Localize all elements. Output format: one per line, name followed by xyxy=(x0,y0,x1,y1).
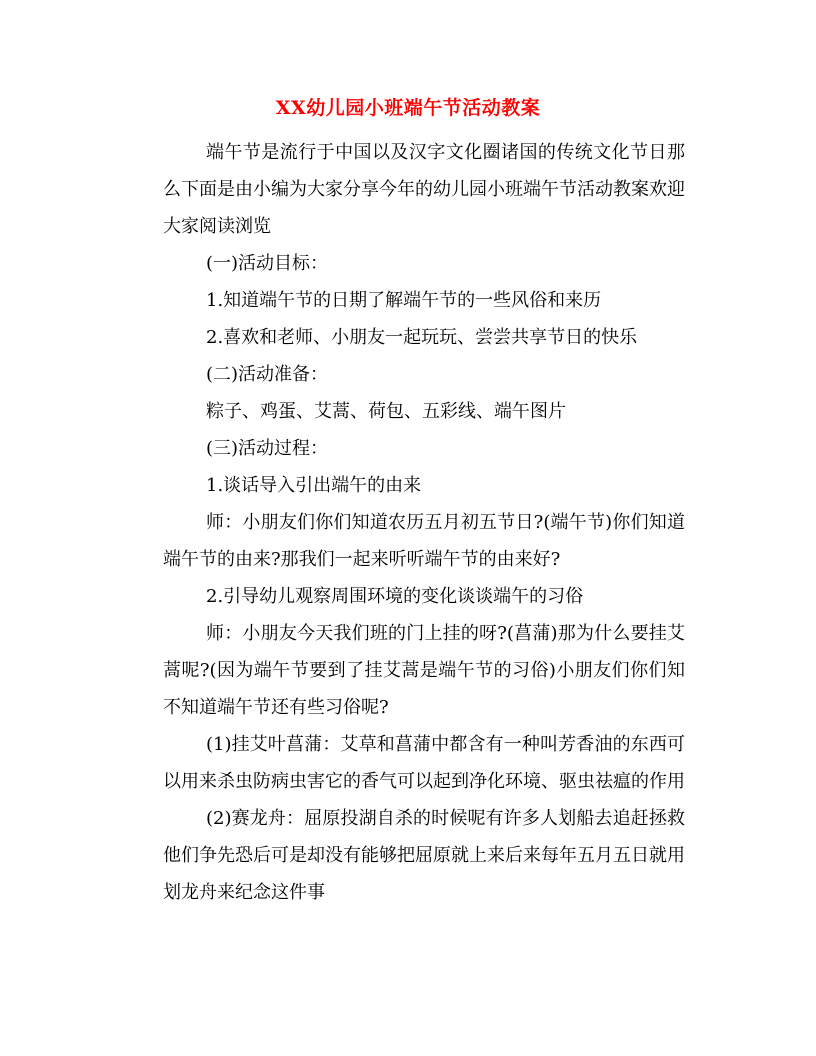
section-heading-process: (三)活动过程： xyxy=(206,438,329,459)
custom-item-2: (2)赛龙舟：屈原投湖自杀的时候呢有许多人划船去追赶拯救他们争先恐后可是却没有能够把屈原就上来后来每年五月五日就用划龙舟来纪念这件事 xyxy=(163,808,685,903)
section-heading-goals: (一)活动目标： xyxy=(206,253,329,274)
custom-item-1: (1)挂艾叶菖蒲：艾草和菖蒲中都含有一种叫芳香油的东西可以用来杀虫防病虫害它的香气可以起到净化环境、驱虫祛瘟的作用 xyxy=(163,734,685,792)
goal-item-1: 1.知道端午节的日期了解端午节的一些风俗和来历 xyxy=(206,290,602,311)
teacher-dialogue-1: 师：小朋友们你们知道农历五月初五节日?(端午节)你们知道端午节的由来?那我们一起来听听端午节的由来好? xyxy=(163,512,685,570)
teacher-dialogue-2: 师：小朋友今天我们班的门上挂的呀?(菖蒲)那为什么要挂艾蒿呢?(因为端午节要到了挂艾蒿是端午节的习俗)小朋友们你们知不知道端午节还有些习俗呢? xyxy=(163,623,685,718)
goal-item-2: 2.喜欢和老师、小朋友一起玩玩、尝尝共享节日的快乐 xyxy=(206,327,638,348)
document-title: XX幼儿园小班端午节活动教案 xyxy=(275,97,541,119)
document-body xyxy=(163,134,685,911)
process-step-1: 1.谈话导入引出端午的由来 xyxy=(206,475,422,496)
preparation-list: 粽子、鸡蛋、艾蒿、荷包、五彩线、端午图片 xyxy=(206,401,566,422)
section-heading-preparation: (二)活动准备： xyxy=(206,364,329,385)
intro-paragraph: 端午节是流行于中国以及汉字文化圈诸国的传统文化节日那么下面是由小编为大家分享今年的幼儿园小班端午节活动教案欢迎大家阅读浏览 xyxy=(163,142,685,237)
process-step-2: 2.引导幼儿观察周围环境的变化谈谈端午的习俗 xyxy=(206,586,584,607)
